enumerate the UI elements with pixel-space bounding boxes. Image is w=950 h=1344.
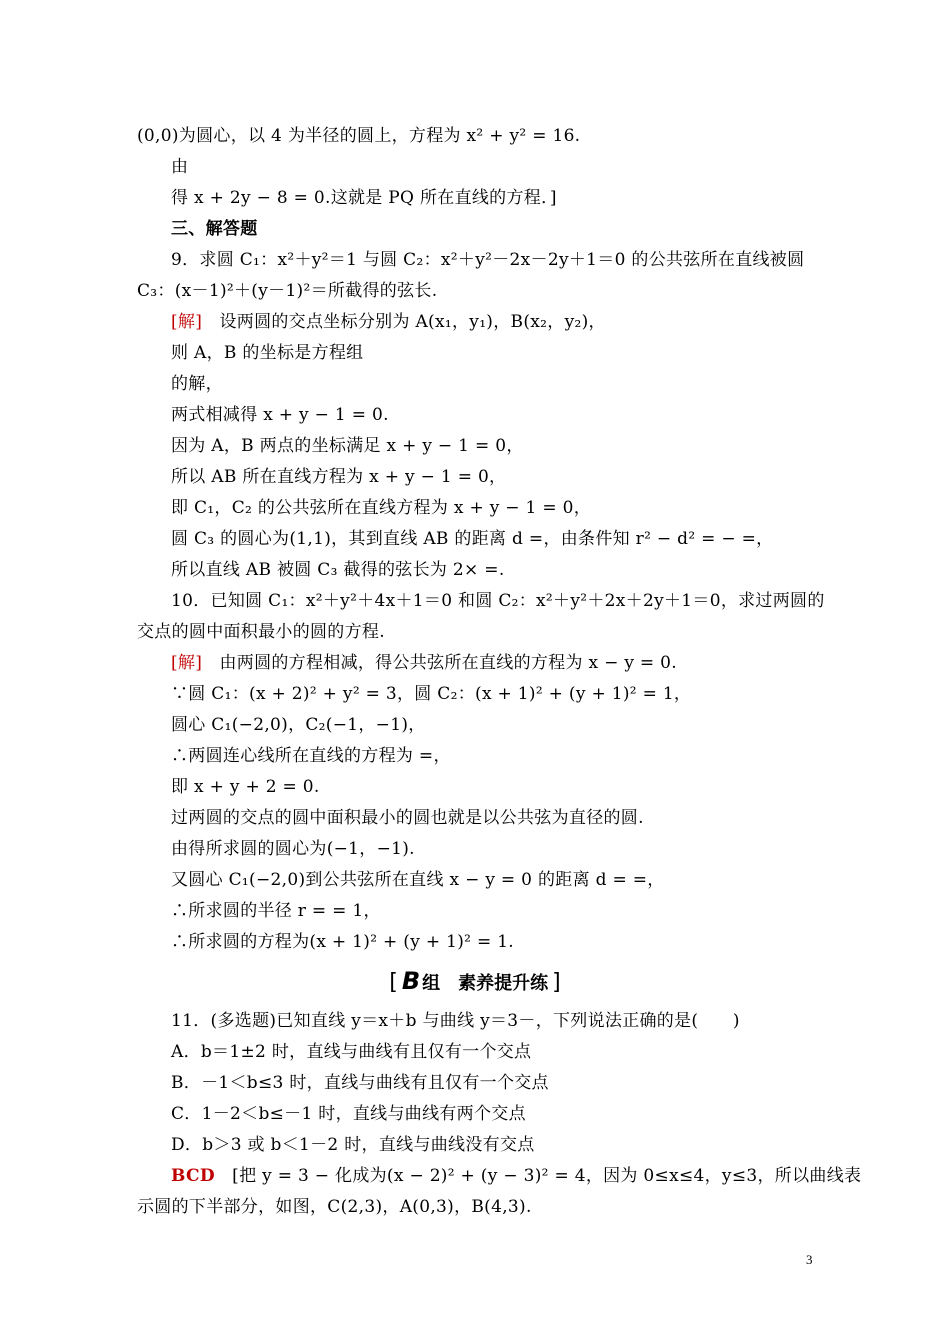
line-text: 示圆的下半部分，如图，C(2,3)，A(0,3)，B(4,3). [137,1197,532,1217]
text-line-l31 [171,1102,526,1126]
text-line-l16 [171,589,825,613]
line-text: 即 C₁，C₂ 的公共弦所在直线方程为 x + y − 1 = 0， [171,498,592,518]
line-text: 得 x + 2y − 8 = 0.这就是 PQ 所在直线的方程．] [171,188,557,208]
text-line-l06 [137,279,437,303]
text-line-l25 [171,868,665,892]
text-line-l11 [171,434,524,458]
text-line-l29 [171,1040,531,1064]
banner-open-bracket: [ [389,970,398,995]
text-line-l17 [137,620,385,644]
text-line-l02 [171,155,188,179]
line-text: C．1－2＜b≤－1 时，直线与曲线有两个交点 [171,1104,526,1124]
text-line-l13 [171,496,591,520]
line-text: 过两圆的交点的圆中面积最小的圆也就是以公共弦为直径的圆. [171,808,644,828]
line-text: 由两圆的方程相减，得公共弦所在直线的方程为 x − y = 0. [202,653,677,673]
line-text: 10．已知圆 C₁：x²＋y²＋4x＋1＝0 和圆 C₂：x²＋y²＋2x＋2y＋1＝0，求过两圆的 [171,591,825,611]
text-line-l01 [137,124,580,148]
line-text: 9．求圆 C₁：x²＋y²＝1 与圆 C₂：x²＋y²－2x－2y＋1＝0 的公共弦所在直线被圆 [171,250,805,270]
text-line-l33 [171,1164,861,1188]
text-line-l07 [171,310,606,334]
text-line-l08 [171,341,363,365]
line-text: 两式相减得 x + y − 1 = 0. [171,405,389,425]
line-text: [把 y = 3 − 化成为(x − 2)² + (y − 3)² = 4，因为 0≤x≤4，y≤3，所以曲线表 [214,1166,862,1186]
text-line-l14 [171,527,773,551]
line-text: 11．(多选题)已知直线 y＝x＋b 与曲线 y＝3－，下列说法正确的是( ) [171,1011,740,1031]
text-line-l26 [171,899,381,923]
text-line-l32 [171,1133,535,1157]
banner-title: 组 素养提升练 [422,973,549,994]
text-line-l04 [171,217,258,241]
text-line-l23 [171,806,644,830]
text-line-l03 [171,186,557,210]
line-text: 由得所求圆的圆心为(−1，−1). [171,839,415,859]
text-line-l21 [171,744,451,768]
text-line-l30 [171,1071,549,1095]
line-text: A．b＝1±2 时，直线与曲线有且仅有一个交点 [171,1042,532,1062]
line-text: 的解， [171,374,223,394]
line-text: D．b＞3 或 b＜1－2 时，直线与曲线没有交点 [171,1135,535,1155]
line-text: (0,0)为圆心，以 4 为半径的圆上，方程为 x² + y² = 16. [137,126,581,146]
text-line-l05 [171,248,804,272]
banner-group-letter: B [401,967,421,995]
text-line-l34 [137,1195,532,1219]
text-line-l12 [171,465,506,489]
line-text: ∴所求圆的半径 r = = 1， [171,901,381,921]
line-text: 三、解答题 [171,219,258,239]
line-text: C₃：(x－1)²＋(y－1)²＝所截得的弦长. [137,281,438,301]
text-line-l20 [171,713,426,737]
text-line-l18 [171,651,677,675]
text-line-l27 [171,930,514,954]
line-text: 设两圆的交点坐标分别为 A(x₁，y₁)，B(x₂，y₂)， [202,312,606,332]
solution-tag: [解] [171,653,203,673]
line-text: ∵圆 C₁：(x + 2)² + y² = 3，圆 C₂：(x + 1)² + (y + 1)² = 1， [171,684,692,704]
text-line-l09 [171,372,223,396]
section-banner [0,966,950,996]
banner-close-bracket: ] [552,970,561,995]
line-text: B．－1＜b≤3 时，直线与曲线有且仅有一个交点 [171,1073,549,1093]
line-text: 圆 C₃ 的圆心为(1,1)，其到直线 AB 的距离 d =，由条件知 r² − d² = − =， [171,529,774,549]
line-text: 因为 A，B 两点的坐标满足 x + y − 1 = 0， [171,436,524,456]
answer-key: BCD [171,1166,215,1186]
line-text: 即 x + y + 2 = 0. [171,777,320,797]
line-text: 圆心 C₁(−2,0)，C₂(−1，−1)， [171,715,426,735]
line-text: 由 [171,157,189,177]
text-line-l24 [171,837,415,861]
text-line-l28 [171,1009,740,1033]
text-line-l15 [171,558,505,582]
text-line-l19 [171,682,691,706]
line-text: ∴两圆连心线所在直线的方程为 =， [171,746,451,766]
line-text: 交点的圆中面积最小的圆的方程. [137,622,385,642]
line-text: ∴所求圆的方程为(x + 1)² + (y + 1)² = 1. [171,932,515,952]
line-text: 所以 AB 所在直线方程为 x + y − 1 = 0， [171,467,507,487]
line-text: 则 A，B 的坐标是方程组 [171,343,364,363]
solution-tag: [解] [171,312,203,332]
text-line-l22 [171,775,320,799]
text-line-l10 [171,403,389,427]
page-number: 3 [806,1252,813,1267]
line-text: 又圆心 C₁(−2,0)到公共弦所在直线 x − y = 0 的距离 d = =， [171,870,665,890]
line-text: 所以直线 AB 被圆 C₃ 截得的弦长为 2× =. [171,560,505,580]
